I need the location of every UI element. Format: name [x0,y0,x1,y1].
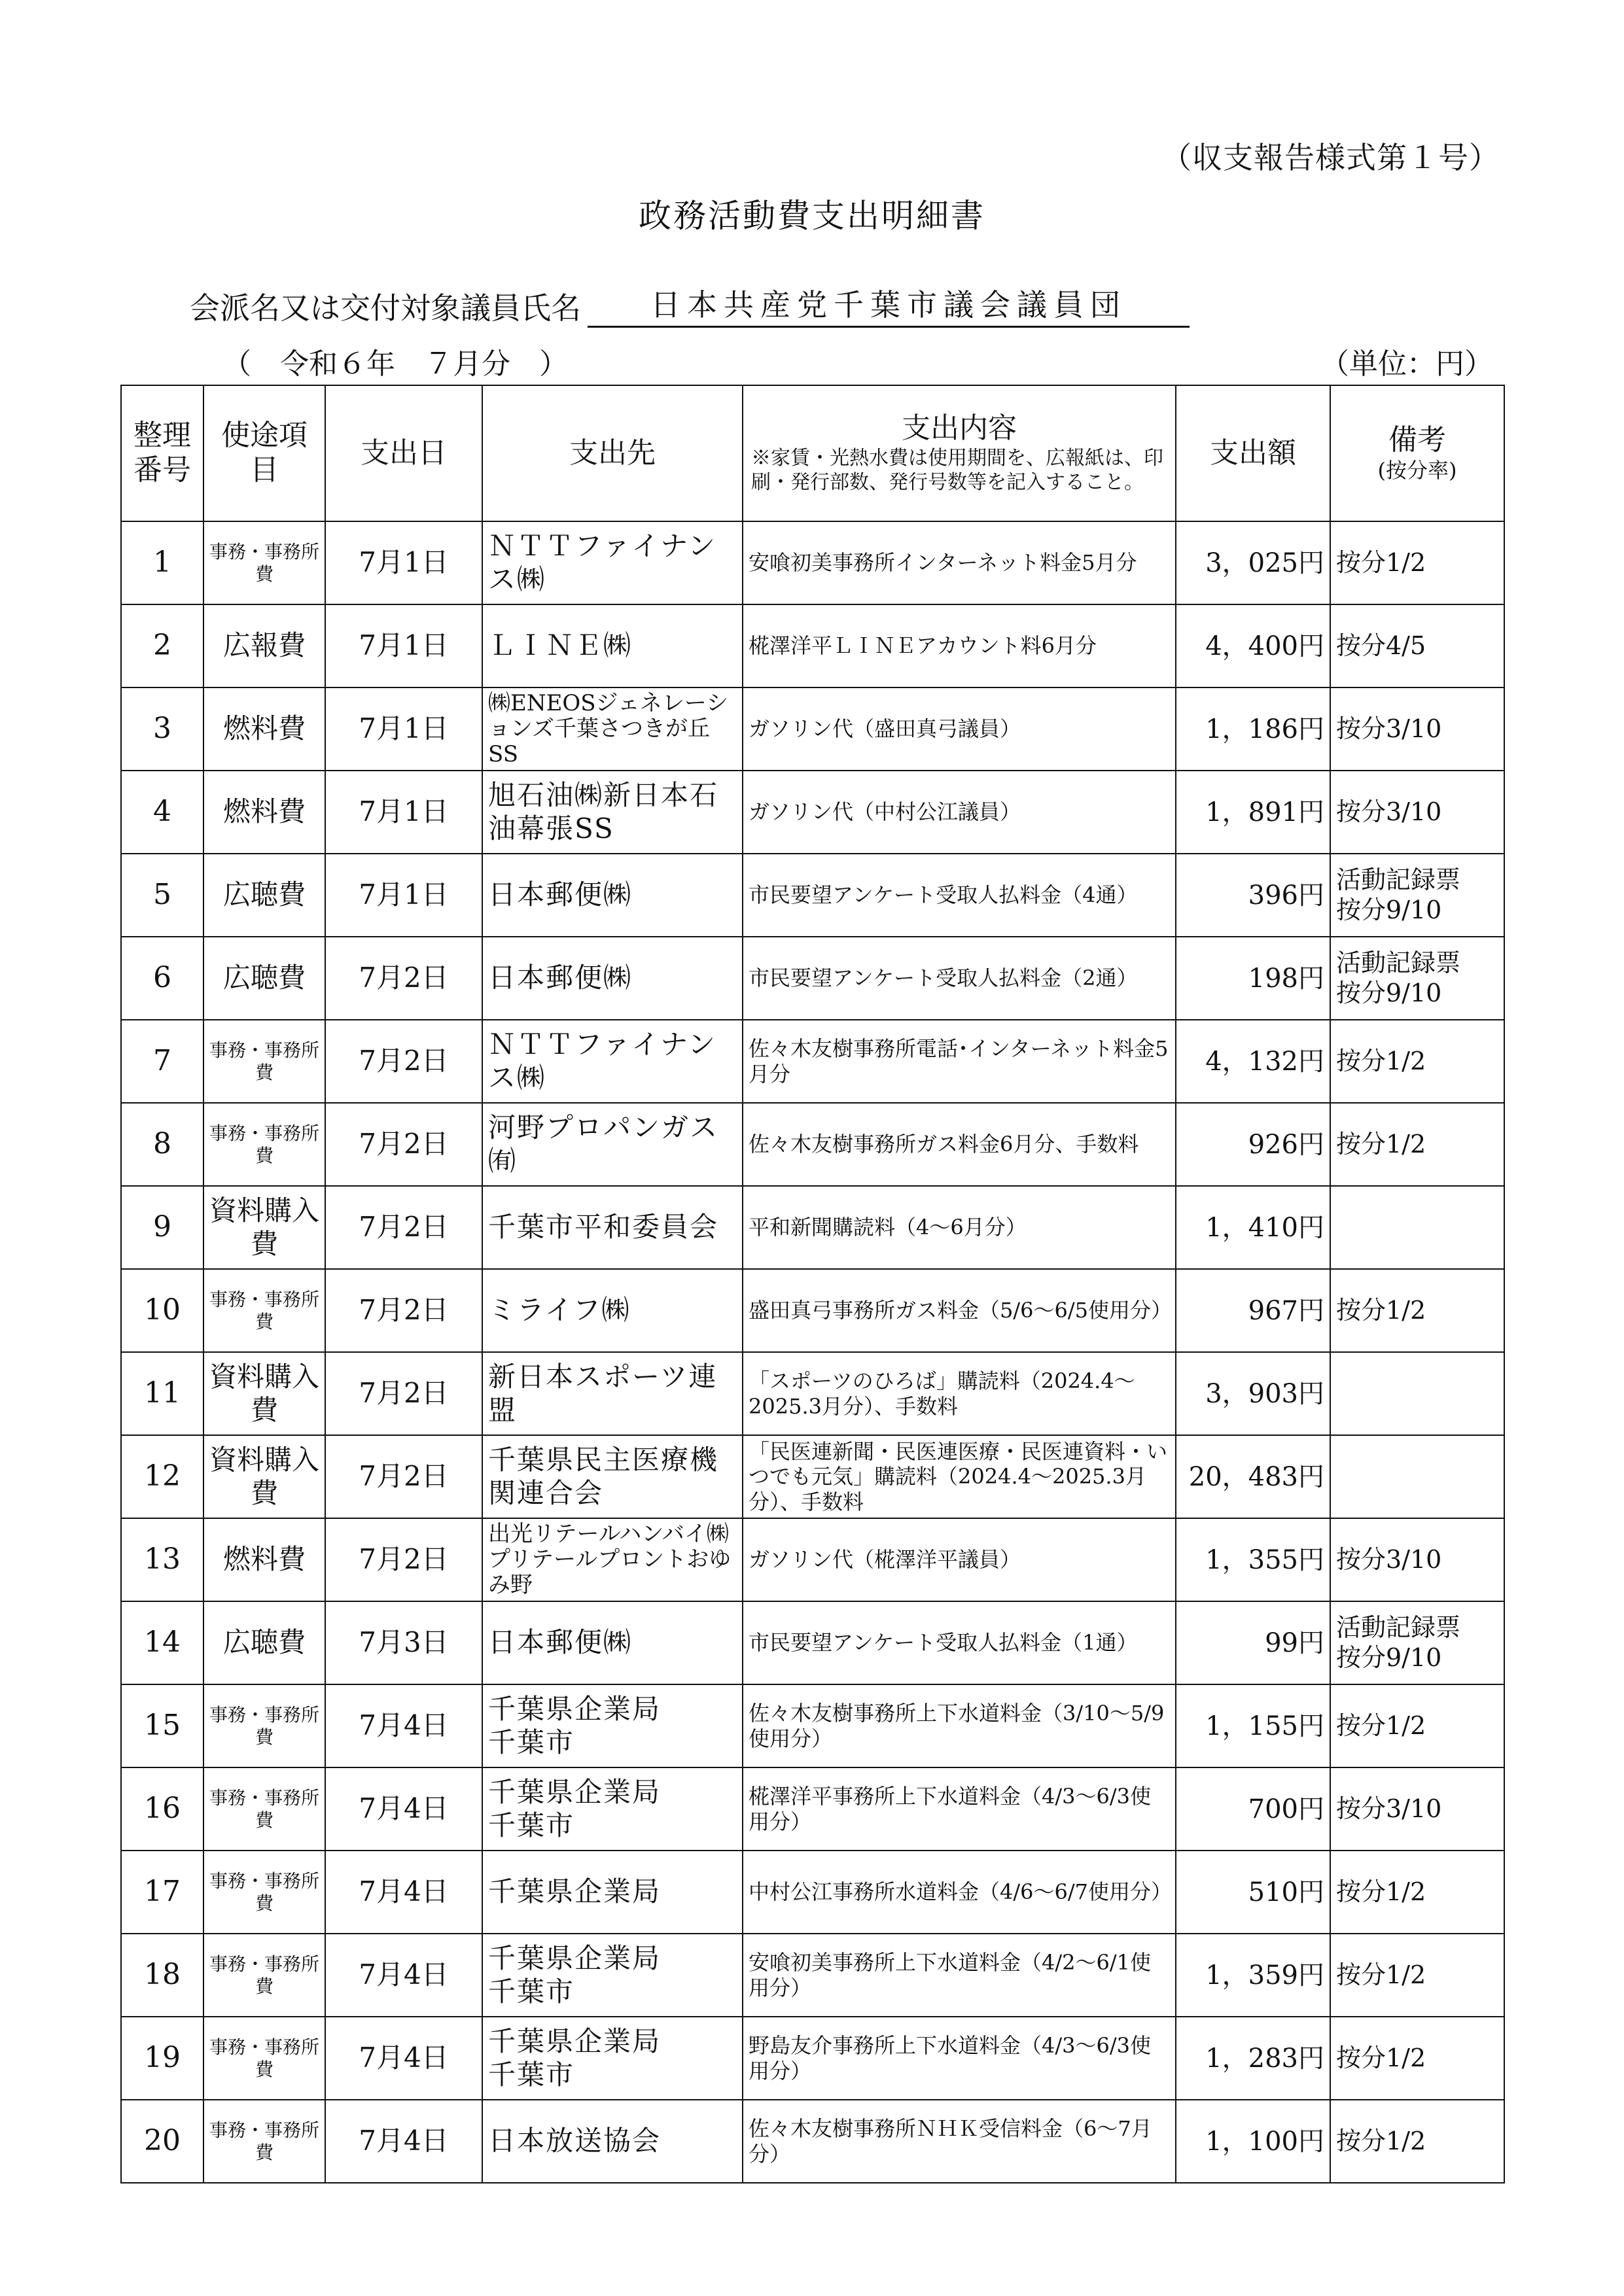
row-number: 20 [121,2100,203,2183]
row-number: 2 [121,604,203,687]
col-header-category: 使途項目 [203,385,325,521]
row-category: 資料購入費 [203,1435,325,1518]
row-number: 15 [121,1684,203,1767]
row-payee: 日本郵便㈱ [482,854,743,937]
table-row [121,771,1504,854]
col-header-payee: 支出先 [482,385,743,521]
row-date: 7月1日 [325,687,482,771]
row-payee: 千葉県企業局 千葉市 [482,2017,743,2100]
row-payee: 河野プロパンガス㈲ [482,1103,743,1186]
row-category: 燃料費 [203,1518,325,1601]
row-category: 事務・事務所費 [203,1934,325,2017]
row-date: 7月2日 [325,1020,482,1103]
row-remarks: 按分1/2 [1330,2100,1504,2183]
row-amount: 1，891円 [1176,771,1330,854]
row-number: 3 [121,687,203,771]
member-row [190,281,1190,328]
col-header-remarks [1330,385,1504,521]
row-number: 1 [121,521,203,604]
expenditure-table [120,385,1505,2183]
row-category: 燃料費 [203,687,325,771]
row-category: 事務・事務所費 [203,2100,325,2183]
row-date: 7月2日 [325,1103,482,1186]
row-remarks: 按分1/2 [1330,1269,1504,1352]
table-row [121,1352,1504,1435]
row-number: 16 [121,1767,203,1851]
table-row [121,1020,1504,1103]
content-header-label: 支出内容 [902,411,1017,445]
row-category: 事務・事務所費 [203,2017,325,2100]
table-row [121,1518,1504,1601]
row-category: 事務・事務所費 [203,1767,325,1851]
row-amount: 1，100円 [1176,2100,1330,2183]
row-remarks: 按分1/2 [1330,2017,1504,2100]
table-row [121,1435,1504,1518]
row-number: 13 [121,1518,203,1601]
row-category: 事務・事務所費 [203,521,325,604]
row-category: 事務・事務所費 [203,1020,325,1103]
row-remarks: 按分3/10 [1330,1767,1504,1851]
row-remarks [1330,1435,1504,1518]
row-date: 7月4日 [325,1767,482,1851]
row-payee: 新日本スポーツ連盟 [482,1352,743,1435]
row-number: 18 [121,1934,203,2017]
row-content: 安喰初美事務所インターネット料金5月分 [743,521,1176,604]
document-title: 政務活動費支出明細書 [639,197,985,235]
table-row [121,687,1504,771]
row-date: 7月4日 [325,2100,482,2183]
row-number: 10 [121,1269,203,1352]
member-label: 会派名又は交付対象議員氏名 [190,290,581,326]
row-number: 8 [121,1103,203,1186]
row-category: 資料購入費 [203,1186,325,1269]
row-content: 椛澤洋平ＬＩＮＥアカウント料6月分 [743,604,1176,687]
row-content: 野島友介事務所上下水道料金（4/3～6/3使用分） [743,2017,1176,2100]
table-body [121,521,1504,2183]
row-payee: 千葉県企業局 [482,1851,743,1934]
table-row [121,2017,1504,2100]
row-number: 6 [121,937,203,1020]
table-row [121,854,1504,937]
row-content: ガソリン代（椛澤洋平議員） [743,1518,1176,1601]
form-number: （収支報告様式第１号） [1161,140,1500,175]
row-amount: 1，355円 [1176,1518,1330,1601]
row-date: 7月4日 [325,2017,482,2100]
content-header-note: ※家賃・光熱水費は使用期間を、広報紙は、印刷・発行部数、発行号数等を記入すること。 [751,446,1163,495]
row-remarks: 按分1/2 [1330,1020,1504,1103]
row-number: 5 [121,854,203,937]
row-number: 9 [121,1186,203,1269]
row-payee: 千葉県民主医療機関連合会 [482,1435,743,1518]
row-remarks: 按分4/5 [1330,604,1504,687]
row-amount: 1，410円 [1176,1186,1330,1269]
table-row [121,1601,1504,1684]
row-content: 安喰初美事務所上下水道料金（4/2～6/1使用分） [743,1934,1176,2017]
row-payee: 日本郵便㈱ [482,1601,743,1684]
row-number: 17 [121,1851,203,1934]
row-payee: 千葉県企業局 千葉市 [482,1934,743,2017]
row-category: 事務・事務所費 [203,1103,325,1186]
row-remarks: 按分3/10 [1330,1518,1504,1601]
row-number: 11 [121,1352,203,1435]
row-content: 市民要望アンケート受取人払料金（4通） [743,854,1176,937]
row-number: 12 [121,1435,203,1518]
currency-unit: （単位：円） [1320,347,1493,381]
row-category: 広報費 [203,604,325,687]
row-category: 広聴費 [203,937,325,1020]
table-row [121,1684,1504,1767]
report-period: （ 令和６年 ７月分 ） [222,347,568,381]
row-content: 佐々木友樹事務所ガス料金6月分、手数料 [743,1103,1176,1186]
row-payee: 日本郵便㈱ [482,937,743,1020]
table-row [121,1851,1504,1934]
row-payee: 出光リテールハンバイ㈱プリテールプロントおゆみ野 [482,1518,743,1601]
table-row [121,521,1504,604]
table-row [121,1186,1504,1269]
row-remarks: 按分3/10 [1330,687,1504,771]
remarks-header-label: 備考 [1388,423,1446,457]
row-content: 市民要望アンケート受取人払料金（2通） [743,937,1176,1020]
row-date: 7月4日 [325,1851,482,1934]
row-payee: ミライフ㈱ [482,1269,743,1352]
row-date: 7月1日 [325,604,482,687]
row-category: 事務・事務所費 [203,1851,325,1934]
row-number: 14 [121,1601,203,1684]
row-amount: 4，400円 [1176,604,1330,687]
row-amount: 967円 [1176,1269,1330,1352]
row-date: 7月2日 [325,1518,482,1601]
table-header-row [121,385,1504,521]
row-date: 7月4日 [325,1684,482,1767]
row-category: 広聴費 [203,1601,325,1684]
row-number: 19 [121,2017,203,2100]
row-date: 7月1日 [325,854,482,937]
row-content: 佐々木友樹事務所ＮＨＫ受信料金（6～7月分） [743,2100,1176,2183]
row-date: 7月4日 [325,1934,482,2017]
row-category: 事務・事務所費 [203,1269,325,1352]
col-header-no: 整理番号 [121,385,203,521]
row-remarks: 按分1/2 [1330,1684,1504,1767]
table-row [121,1103,1504,1186]
row-content: 平和新聞購読料（4～6月分） [743,1186,1176,1269]
row-content: ガソリン代（中村公江議員） [743,771,1176,854]
row-content: 椛澤洋平事務所上下水道料金（4/3～6/3使用分） [743,1767,1176,1851]
row-payee: ㈱ENEOSジェネレーションズ千葉さつきが丘SS [482,687,743,771]
member-name: 日本共産党千葉市議会議員団 [588,281,1190,328]
row-date: 7月2日 [325,1186,482,1269]
col-header-amount: 支出額 [1176,385,1330,521]
table-row [121,1934,1504,2017]
row-payee: ＬＩＮＥ㈱ [482,604,743,687]
remarks-header-sub: (按分率) [1377,458,1457,483]
row-content: 市民要望アンケート受取人払料金（1通） [743,1601,1176,1684]
table-row [121,937,1504,1020]
row-number: 7 [121,1020,203,1103]
row-content: 中村公江事務所水道料金（4/6～6/7使用分） [743,1851,1176,1934]
row-amount: 4，132円 [1176,1020,1330,1103]
table-row [121,604,1504,687]
row-remarks: 按分1/2 [1330,521,1504,604]
row-amount: 1，359円 [1176,1934,1330,2017]
row-date: 7月2日 [325,1269,482,1352]
row-category: 広聴費 [203,854,325,937]
row-content: ガソリン代（盛田真弓議員） [743,687,1176,771]
row-remarks: 按分1/2 [1330,1851,1504,1934]
row-payee: ＮＴＴファイナンス㈱ [482,1020,743,1103]
row-payee: 千葉県企業局 千葉市 [482,1684,743,1767]
row-remarks [1330,1352,1504,1435]
row-payee: ＮＴＴファイナンス㈱ [482,521,743,604]
row-category: 資料購入費 [203,1352,325,1435]
row-amount: 510円 [1176,1851,1330,1934]
col-header-date: 支出日 [325,385,482,521]
row-date: 7月2日 [325,1352,482,1435]
row-amount: 700円 [1176,1767,1330,1851]
row-date: 7月1日 [325,771,482,854]
row-amount: 99円 [1176,1601,1330,1684]
row-remarks [1330,1186,1504,1269]
row-date: 7月2日 [325,1435,482,1518]
row-remarks: 按分3/10 [1330,771,1504,854]
row-category: 燃料費 [203,771,325,854]
col-header-content [743,385,1176,521]
row-payee: 千葉県企業局 千葉市 [482,1767,743,1851]
row-amount: 198円 [1176,937,1330,1020]
row-remarks: 活動記録票 按分9/10 [1330,1601,1504,1684]
row-amount: 1，155円 [1176,1684,1330,1767]
row-amount: 926円 [1176,1103,1330,1186]
row-payee: 日本放送協会 [482,2100,743,2183]
row-remarks: 活動記録票 按分9/10 [1330,854,1504,937]
row-category: 事務・事務所費 [203,1684,325,1767]
row-remarks: 按分1/2 [1330,1103,1504,1186]
row-amount: 3，903円 [1176,1352,1330,1435]
table-row [121,1269,1504,1352]
row-amount: 396円 [1176,854,1330,937]
row-date: 7月1日 [325,521,482,604]
row-remarks: 活動記録票 按分9/10 [1330,937,1504,1020]
row-number: 4 [121,771,203,854]
row-amount: 1，186円 [1176,687,1330,771]
row-content: 佐々木友樹事務所上下水道料金（3/10～5/9使用分） [743,1684,1176,1767]
row-date: 7月2日 [325,937,482,1020]
table-row [121,2100,1504,2183]
row-content: 盛田真弓事務所ガス料金（5/6～6/5使用分） [743,1269,1176,1352]
row-amount: 3，025円 [1176,521,1330,604]
row-content: 佐々木友樹事務所電話･インターネット料金5月分 [743,1020,1176,1103]
row-content: 「民医連新聞・民医連医療・民医連資料・いつでも元気」購読料（2024.4～2025.3月分）、手数料 [743,1435,1176,1518]
row-amount: 20，483円 [1176,1435,1330,1518]
row-content: 「スポーツのひろば」購読料（2024.4～2025.3月分）、手数料 [743,1352,1176,1435]
row-remarks: 按分1/2 [1330,1934,1504,2017]
row-date: 7月3日 [325,1601,482,1684]
table-row [121,1767,1504,1851]
row-amount: 1，283円 [1176,2017,1330,2100]
row-payee: 旭石油㈱新日本石油幕張SS [482,771,743,854]
row-payee: 千葉市平和委員会 [482,1186,743,1269]
